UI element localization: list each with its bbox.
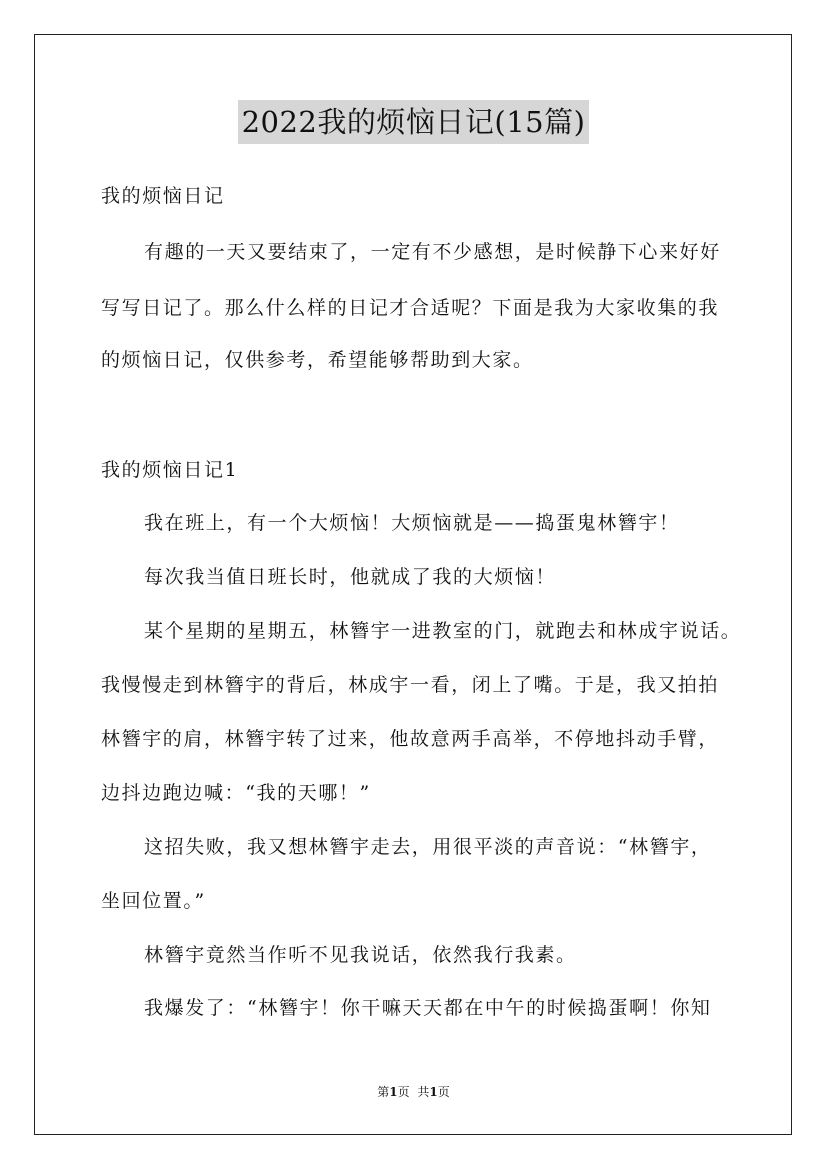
body-line: 边抖边跑边喊：“我的天哪！”: [101, 782, 371, 804]
document-title: 2022我的烦恼日记(15篇): [238, 100, 590, 144]
body-line: 我爆发了：“林簪宇！你干嘛天天都在中午的时候捣蛋啊！你知: [144, 997, 712, 1019]
body-line: 某个星期的星期五，林簪宇一进教室的门，就跑去和林成宇说话。: [144, 620, 742, 642]
title-container: [0, 100, 827, 144]
intro-line: 有趣的一天又要结束了，一定有不少感想，是时候静下心来好好: [144, 241, 721, 263]
page-footer: [0, 1083, 827, 1100]
body-line: 林簪宇竟然当作听不见我说话，依然我行我素。: [144, 944, 577, 966]
body-line: 坐回位置。”: [101, 890, 206, 912]
body-line: 我慢慢走到林簪宇的背后，林成宇一看，闭上了嘴。于是，我又拍拍: [101, 674, 720, 696]
intro-line: 的烦恼日记，仅供参考，希望能够帮助到大家。: [101, 349, 534, 371]
body-line: 我在班上，有一个大烦恼！大烦恼就是——捣蛋鬼林簪宇！: [144, 512, 680, 534]
footer-page-suffix: 页: [397, 1085, 410, 1099]
footer-total-number: 1: [429, 1085, 438, 1099]
body-line: 这招失败，我又想林簪宇走去，用很平淡的声音说：“林簪宇，: [144, 836, 712, 858]
footer-page-number: 1: [389, 1085, 398, 1099]
intro-line: 写写日记了。那么什么样的日记才合适呢？下面是我为大家收集的我: [101, 297, 720, 319]
body-line: 林簪宇的肩，林簪宇转了过来，他故意两手高举，不停地抖动手臂，: [101, 728, 720, 750]
entry-heading: 我的烦恼日记1: [101, 459, 239, 481]
section-heading: 我的烦恼日记: [101, 185, 225, 207]
footer-total-prefix: 共: [417, 1085, 430, 1099]
body-line: 每次我当值日班长时，他就成了我的大烦恼！: [144, 566, 557, 588]
footer-page-prefix: 第: [377, 1085, 390, 1099]
footer-total-suffix: 页: [437, 1085, 450, 1099]
